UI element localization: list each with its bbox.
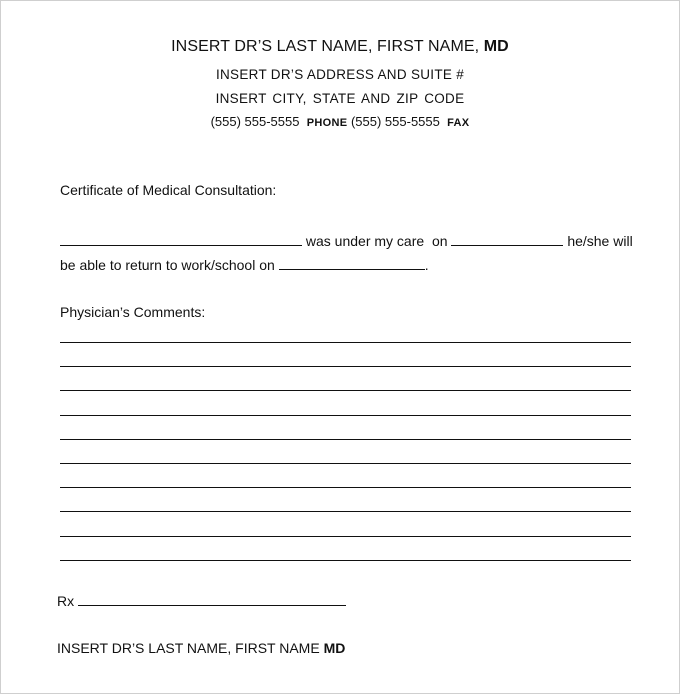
comment-line[interactable] <box>60 463 631 464</box>
comment-line[interactable] <box>60 511 631 512</box>
rx-label: Rx <box>57 593 75 609</box>
under-care-text: was under my care <box>305 233 425 249</box>
doctor-address: INSERT DR’S ADDRESS AND SUITE # <box>215 67 465 82</box>
comment-line[interactable] <box>60 415 631 416</box>
certificate-heading: Certificate of Medical Consultation: <box>60 182 277 198</box>
doctor-name-text: INSERT DR’S LAST NAME, FIRST NAME, <box>171 38 480 55</box>
doctor-credential: MD <box>483 38 509 55</box>
he-she-will-text: he/she will <box>567 233 633 249</box>
comment-line[interactable] <box>60 487 631 488</box>
contact-line <box>1 114 679 129</box>
comment-line[interactable] <box>60 390 631 391</box>
care-date-blank[interactable] <box>451 232 563 246</box>
comments-heading: Physician’s Comments: <box>60 304 206 320</box>
return-date-blank[interactable] <box>279 256 425 270</box>
signature-credential: MD <box>323 640 346 656</box>
signature-doctor-name: INSERT DR’S LAST NAME, FIRST NAME <box>57 640 320 656</box>
doctor-name-header <box>1 38 679 56</box>
comment-line[interactable] <box>60 439 631 440</box>
comment-line[interactable] <box>60 366 631 367</box>
under-care-line <box>60 232 633 249</box>
rx-blank[interactable] <box>78 592 346 606</box>
signature-line <box>57 640 345 656</box>
phone-label: PHONE <box>306 117 348 129</box>
patient-name-blank[interactable] <box>60 232 302 246</box>
comment-line[interactable] <box>60 560 631 561</box>
on-text: on <box>431 233 448 249</box>
return-line <box>60 256 429 273</box>
return-text: be able to return to work/school on <box>60 257 275 273</box>
phone-number: (555) 555-5555 <box>210 114 300 129</box>
fax-number: (555) 555-5555 <box>350 114 440 129</box>
return-period: . <box>424 257 429 273</box>
fax-label: FAX <box>447 117 470 129</box>
rx-line <box>57 592 346 609</box>
comment-line[interactable] <box>60 536 631 537</box>
doctor-city-state-zip: INSERT CITY, STATE AND ZIP CODE <box>215 91 465 106</box>
comment-line[interactable] <box>60 342 631 343</box>
